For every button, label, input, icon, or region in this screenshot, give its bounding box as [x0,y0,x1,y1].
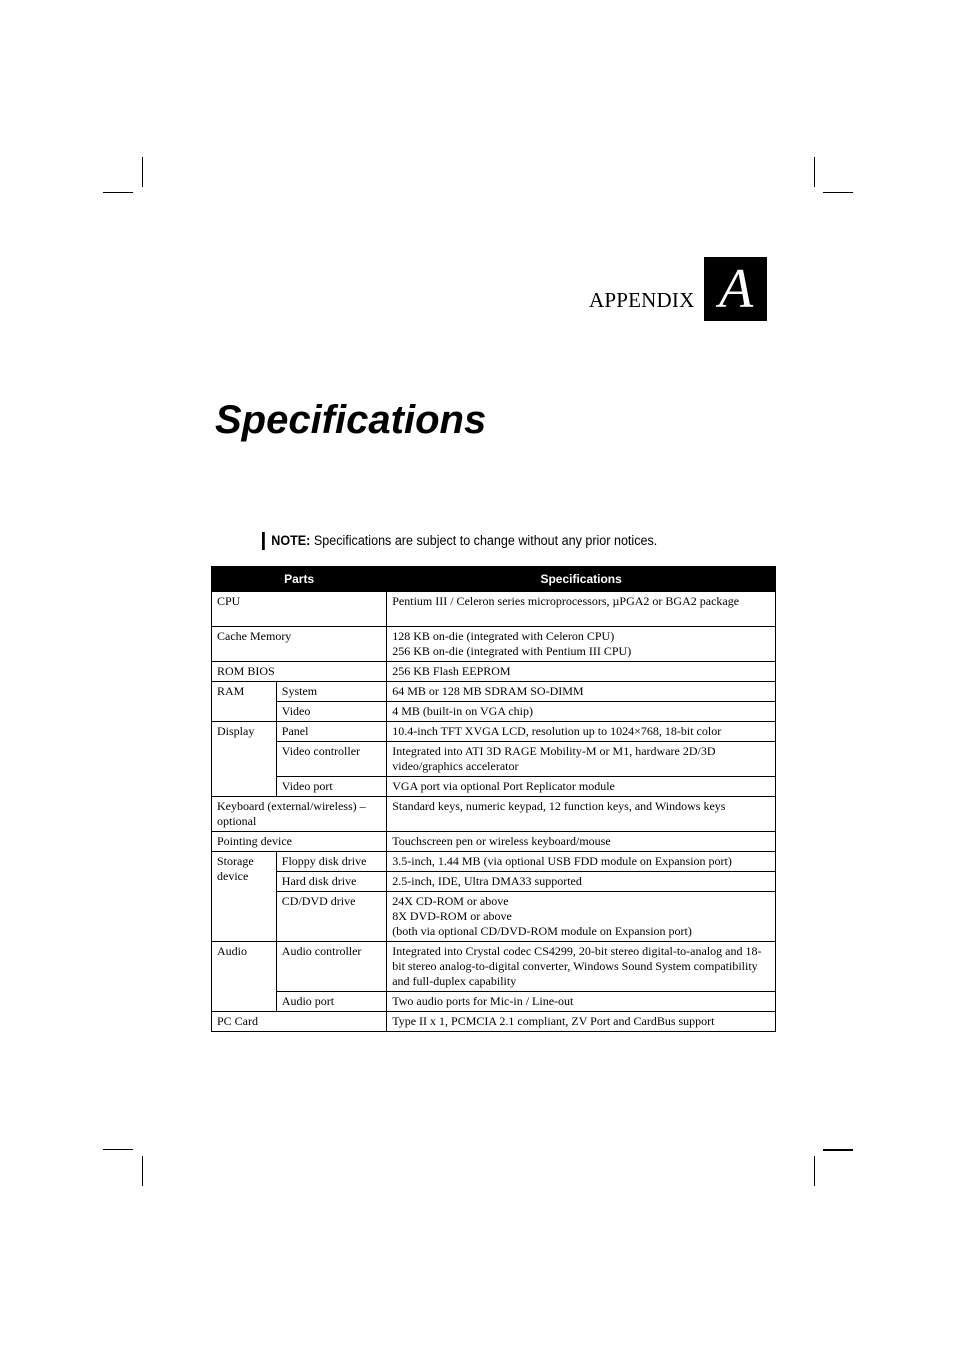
table-row [212,832,776,852]
table-row [212,892,776,942]
spec-line: (both via optional CD/DVD-ROM module on Expansion port) [392,924,692,938]
header-specifications: Specifications [387,567,776,592]
spec-line: 24X CD-ROM or above [392,894,509,908]
part-hard-disk: Hard disk drive [276,872,386,892]
part-cd-dvd-drive: CD/DVD drive [276,892,386,942]
appendix-heading [589,257,767,321]
spec-line: 8X DVD-ROM or above [392,909,512,923]
note [262,532,657,550]
spec-cache-memory [387,627,776,662]
table-row [212,702,776,722]
table-header-row [212,567,776,592]
spec-floppy-drive: 3.5-inch, 1.44 MB (via optional USB FDD module on Expansion port) [387,852,776,872]
part-video-port: Video port [276,777,386,797]
group-ram: RAM [212,682,277,722]
table-row [212,682,776,702]
spec-video-port: VGA port via optional Port Replicator module [387,777,776,797]
part-pc-card: PC Card [212,1012,387,1032]
appendix-label: APPENDIX [589,287,695,312]
part-cpu: CPU [212,592,387,627]
part-ram-video: Video [276,702,386,722]
spec-hard-disk: 2.5-inch, IDE, Ultra DMA33 supported [387,872,776,892]
crop-mark [103,1149,133,1150]
table-row [212,742,776,777]
note-label: NOTE: [271,533,311,548]
table-row [212,627,776,662]
part-video-controller: Video controller [276,742,386,777]
spec-ram-video: 4 MB (built-in on VGA chip) [387,702,776,722]
spec-cd-dvd-drive [387,892,776,942]
spec-audio-port: Two audio ports for Mic-in / Line-out [387,992,776,1012]
part-audio-controller: Audio controller [276,942,386,992]
group-display: Display [212,722,277,797]
table-row [212,797,776,832]
spec-ram-system: 64 MB or 128 MB SDRAM SO-DIMM [387,682,776,702]
header-parts: Parts [212,567,387,592]
appendix-letter-box: A [704,257,767,321]
crop-mark [814,157,815,187]
part-display-panel: Panel [276,722,386,742]
crop-mark [142,1156,143,1186]
part-ram-system: System [276,682,386,702]
part-audio-port: Audio port [276,992,386,1012]
group-audio: Audio [212,942,277,1012]
group-storage: Storage device [212,852,277,942]
part-pointing-device: Pointing device [212,832,387,852]
spec-cpu: Pentium III / Celeron series microprocessors, µPGA2 or BGA2 package [387,592,776,627]
crop-mark [103,192,133,193]
part-floppy-drive: Floppy disk drive [276,852,386,872]
table-row [212,992,776,1012]
spec-display-panel: 10.4-inch TFT XVGA LCD, resolution up to 1024×768, 18-bit color [387,722,776,742]
part-rom-bios: ROM BIOS [212,662,387,682]
table-row [212,1012,776,1032]
spec-video-controller: Integrated into ATI 3D RAGE Mobility-M or M1, hardware 2D/3D video/graphics accelerator [387,742,776,777]
page-title: Specifications [215,398,487,442]
table-row [212,592,776,627]
table-row [212,662,776,682]
spec-pointing-device: Touchscreen pen or wireless keyboard/mouse [387,832,776,852]
table-row [212,872,776,892]
table-row [212,777,776,797]
spec-keyboard: Standard keys, numeric keypad, 12 function keys, and Windows keys [387,797,776,832]
spec-line: 128 KB on-die (integrated with Celeron CPU) [392,629,615,643]
spec-pc-card: Type II x 1, PCMCIA 2.1 compliant, ZV Port and CardBus support [387,1012,776,1032]
crop-mark [823,192,853,193]
spec-line: 256 KB on-die (integrated with Pentium III CPU) [392,644,632,658]
spec-audio-controller: Integrated into Crystal codec CS4299, 20-bit stereo digital-to-analog and 18-bit stereo analog-to-digital converter, Windows Sound System compatibility and full-duplex capability [387,942,776,992]
spec-rom-bios: 256 KB Flash EEPROM [387,662,776,682]
table-row [212,852,776,872]
crop-mark [814,1156,815,1186]
crop-mark [823,1149,853,1151]
table-row [212,942,776,992]
part-cache-memory: Cache Memory [212,627,387,662]
table-row [212,722,776,742]
crop-mark [142,157,143,187]
note-text: Specifications are subject to change without any prior notices. [313,533,658,548]
part-keyboard: Keyboard (external/wireless) – optional [212,797,387,832]
specifications-table [211,566,776,1032]
